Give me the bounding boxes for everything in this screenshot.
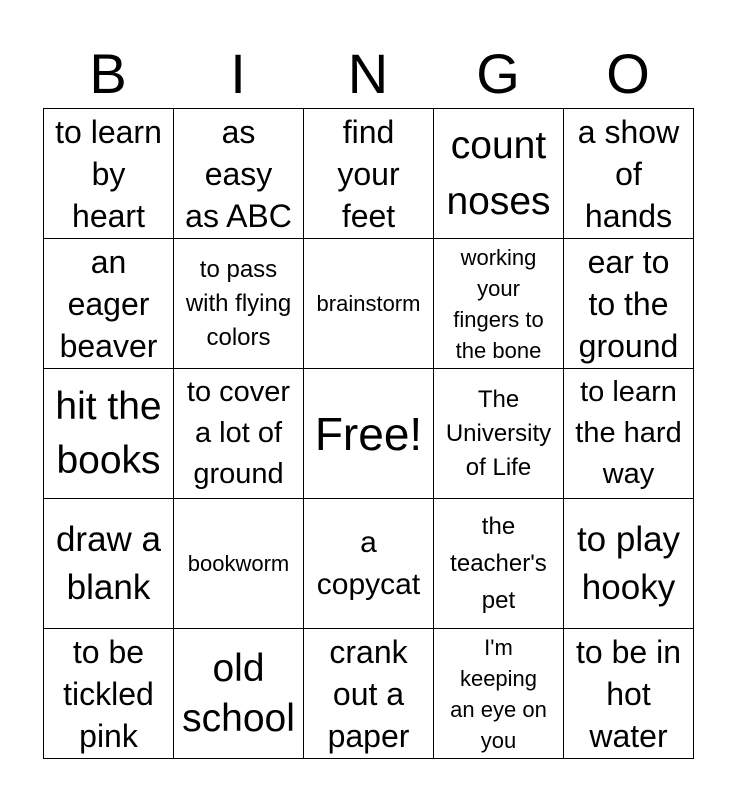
bingo-cell[interactable]: [434, 369, 564, 499]
cell-text: working your fingers to the bone: [453, 244, 544, 363]
cell-text: to be in hot water: [576, 633, 681, 754]
bingo-cell[interactable]: [174, 369, 304, 499]
cell-text: ear to to the ground: [578, 243, 679, 364]
cell-text: a show of hands: [577, 113, 680, 234]
cell-text: a copycat: [316, 525, 421, 601]
cell-text: hit the books: [55, 384, 162, 482]
header-letter-i: I: [230, 42, 246, 105]
cell-text: an eager beaver: [59, 243, 158, 364]
bingo-header: [43, 40, 693, 108]
cell-text: old school: [182, 646, 295, 740]
bingo-cell[interactable]: [434, 499, 564, 629]
bingo-cell[interactable]: [564, 499, 694, 629]
bingo-cell[interactable]: [564, 369, 694, 499]
cell-text: bookworm: [187, 551, 290, 576]
bingo-cell[interactable]: [44, 369, 174, 499]
cell-text: crank out a paper: [327, 633, 410, 754]
cell-text: to pass with flying colors: [185, 255, 292, 351]
bingo-cell[interactable]: [304, 109, 434, 239]
bingo-cell[interactable]: [174, 499, 304, 629]
bingo-cell[interactable]: [174, 629, 304, 759]
bingo-cell[interactable]: [44, 629, 174, 759]
bingo-cell[interactable]: [304, 629, 434, 759]
bingo-cell[interactable]: [44, 499, 174, 629]
bingo-cell[interactable]: [564, 239, 694, 369]
bingo-board: [43, 108, 694, 759]
free-space-label: Free!: [314, 407, 423, 460]
header-letter-g: G: [476, 42, 520, 105]
header-letter-n: N: [347, 42, 389, 105]
bingo-cell[interactable]: [564, 629, 694, 759]
bingo-cell[interactable]: [434, 629, 564, 759]
cell-text: the teacher's pet: [450, 513, 547, 614]
bingo-cell[interactable]: [434, 109, 564, 239]
bingo-cell[interactable]: [564, 109, 694, 239]
cell-text: to learn by heart: [55, 113, 162, 234]
bingo-cell[interactable]: [434, 239, 564, 369]
cell-text: to learn the hard way: [575, 376, 682, 490]
bingo-cell[interactable]: [44, 239, 174, 369]
cell-text: brainstorm: [316, 291, 421, 316]
bingo-cell[interactable]: [174, 109, 304, 239]
bingo-cell[interactable]: [304, 239, 434, 369]
header-letter-b: B: [89, 42, 127, 105]
cell-text: to be tickled pink: [63, 633, 154, 754]
cell-text: find your feet: [337, 113, 400, 234]
cell-text: draw a blank: [55, 519, 162, 607]
cell-text: count noses: [446, 123, 551, 223]
free-space[interactable]: [304, 369, 434, 499]
cell-text: to cover a lot of ground: [186, 376, 291, 490]
cell-text: as easy as ABC: [185, 113, 292, 234]
cell-text: to play hooky: [576, 519, 681, 607]
bingo-cell[interactable]: [304, 499, 434, 629]
bingo-cell[interactable]: [44, 109, 174, 239]
bingo-cell[interactable]: [174, 239, 304, 369]
cell-text: The University of Life: [445, 385, 552, 481]
cell-text: I'm keeping an eye on you: [450, 634, 547, 753]
header-letter-o: O: [606, 42, 650, 105]
